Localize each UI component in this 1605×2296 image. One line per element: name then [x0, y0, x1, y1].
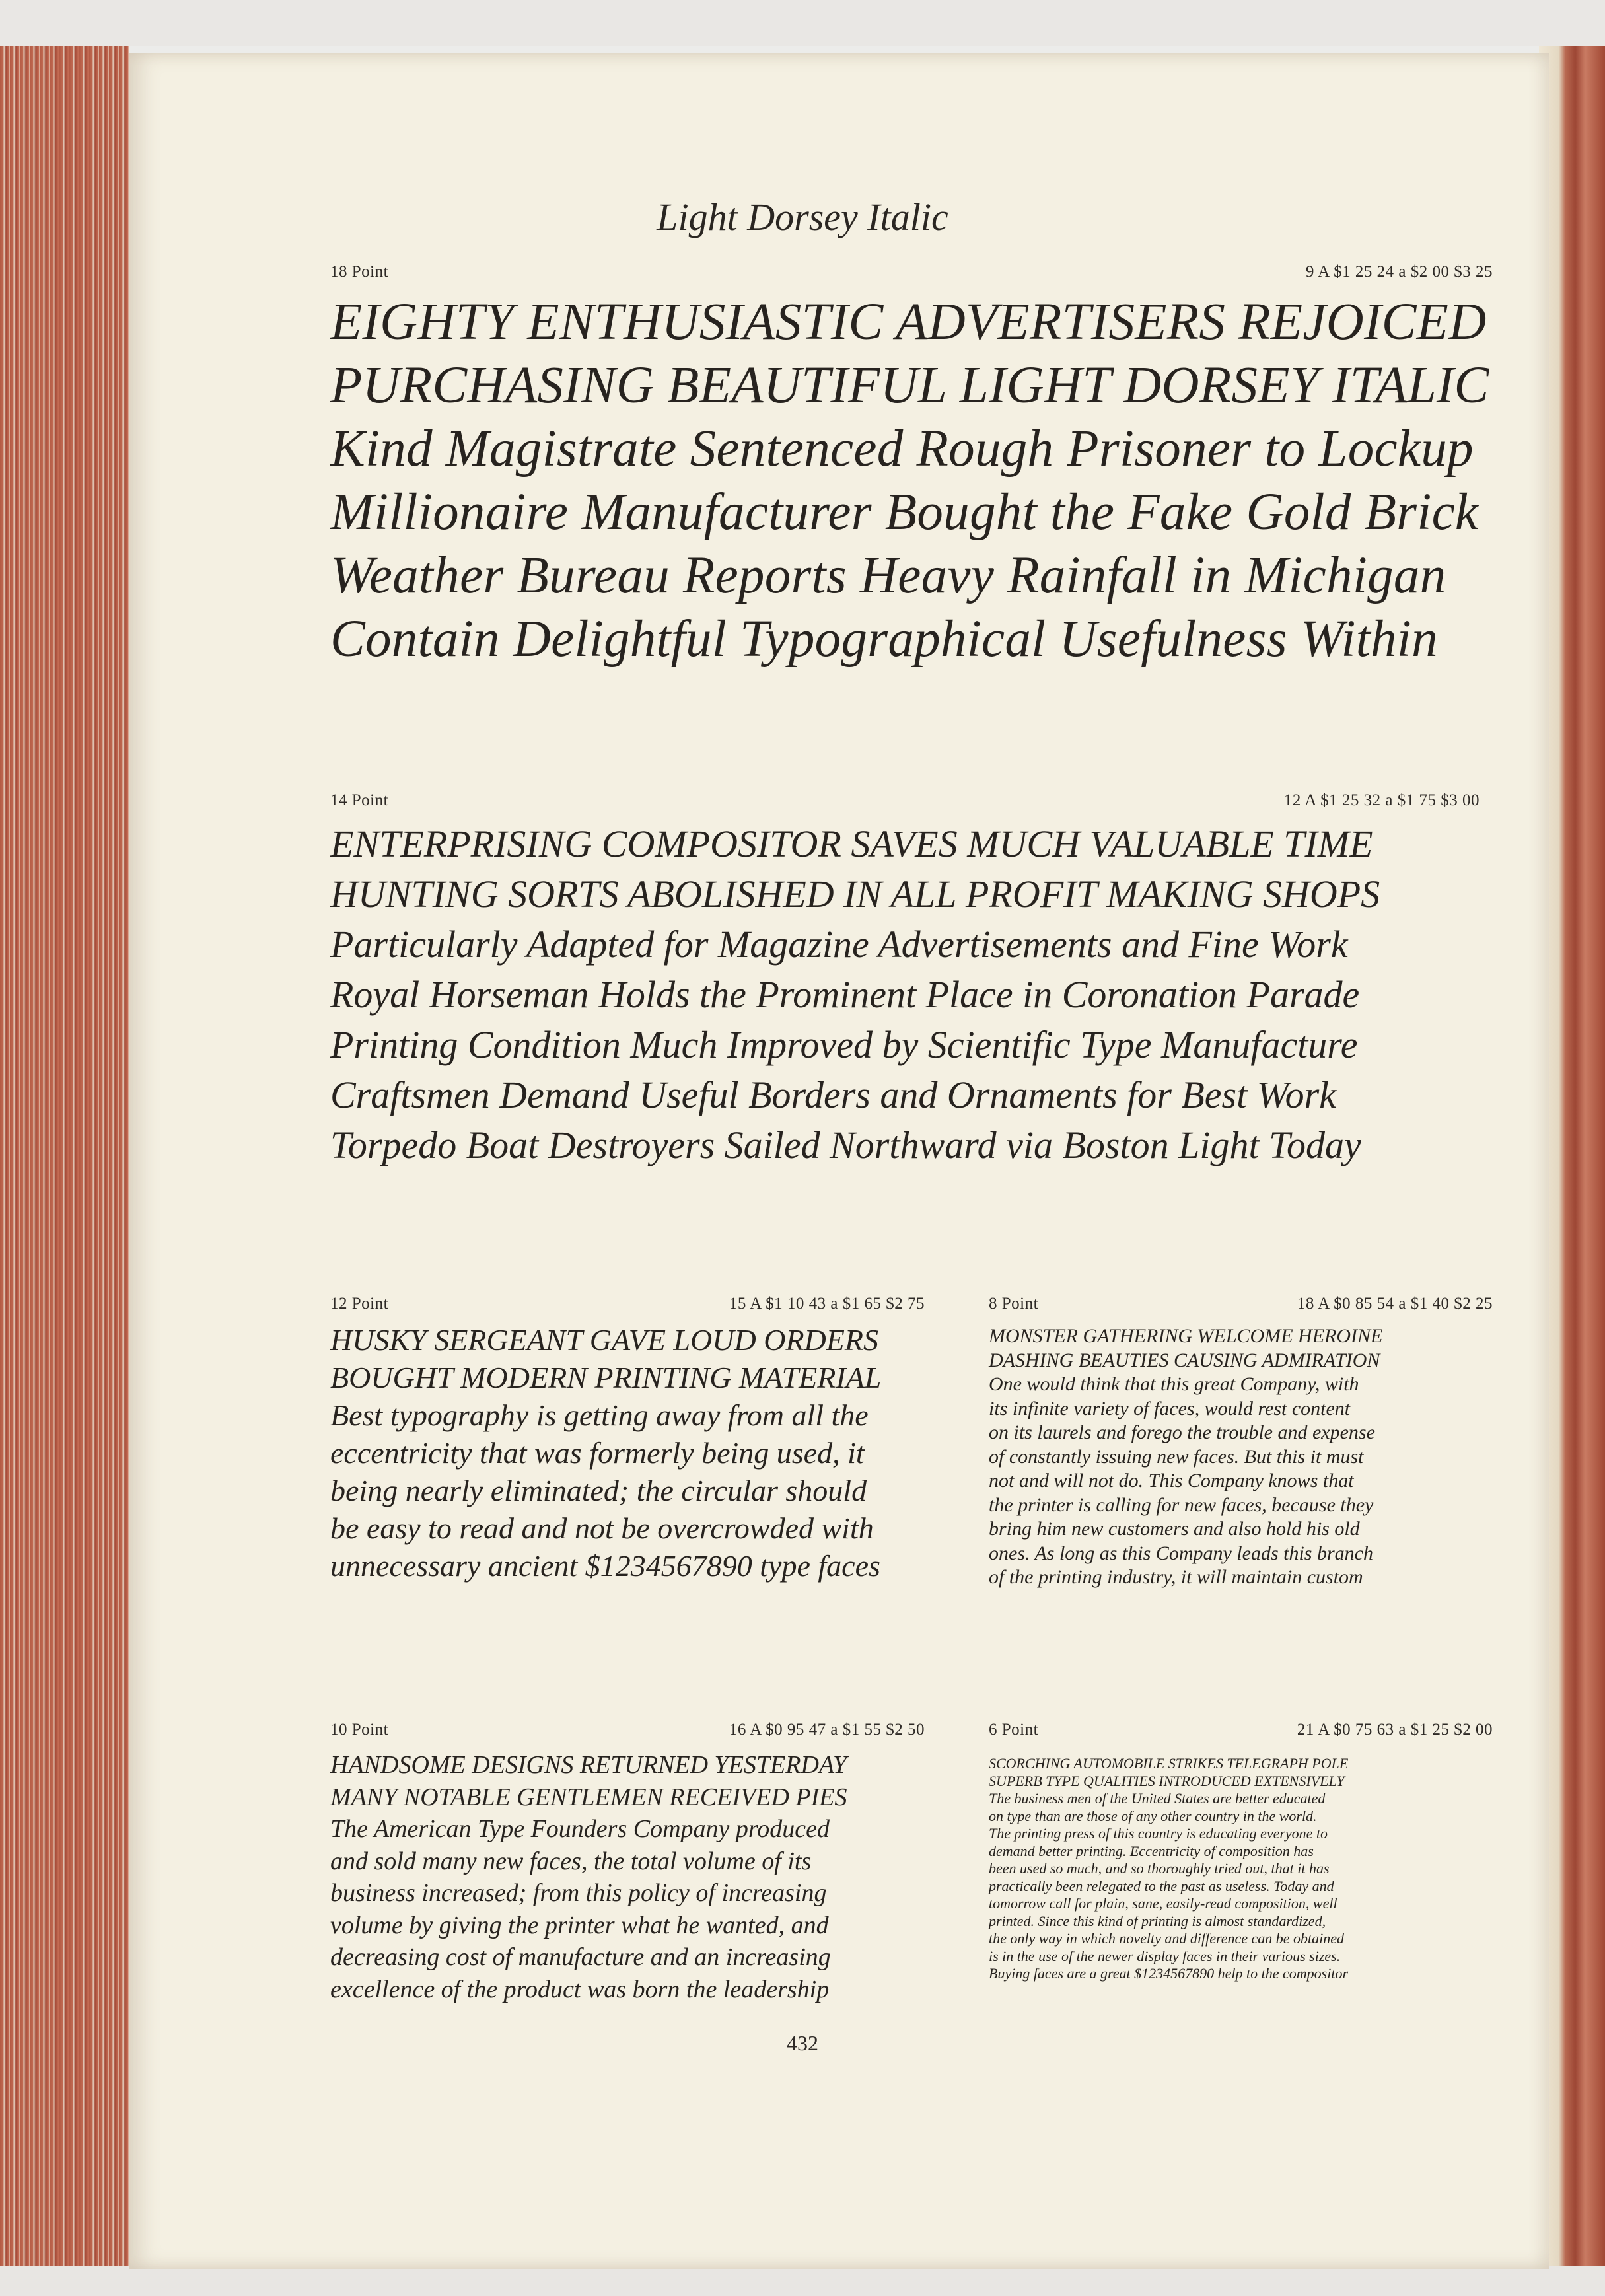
book-cover-bottom [0, 2266, 1605, 2296]
specimen-line: DASHING BEAUTIES CAUSING ADMIRATION [989, 1349, 1380, 1371]
specimen-line: the only way in which novelty and difference can be obtained [989, 1930, 1345, 1947]
specimen-6pt [989, 1755, 1348, 1983]
specimen-line: and sold many new faces, the total volume of its [330, 1847, 812, 1875]
specimen-line: Weather Bureau Reports Heavy Rainfall in Michigan [330, 547, 1446, 604]
specimen-line: Craftsmen Demand Useful Borders and Ornaments for Best Work [330, 1073, 1336, 1116]
specimen-line: The American Type Founders Company produced [330, 1815, 830, 1843]
specimen-line: Printing Condition Much Improved by Scientific Type Manufacture [330, 1023, 1358, 1066]
specimen-line: One would think that this great Company, with [989, 1373, 1359, 1395]
specimen-14pt [330, 819, 1380, 1170]
specimen-line: Best typography is getting away from all the [330, 1398, 869, 1432]
price-line-8pt: 18 A $0 85 54 a $1 40 $2 25 [1297, 1295, 1493, 1312]
specimen-line: Particularly Adapted for Magazine Advertisements and Fine Work [330, 923, 1348, 966]
specimen-line: HANDSOME DESIGNS RETURNED YESTERDAY [330, 1751, 847, 1779]
size-label-8pt: 8 Point [989, 1295, 1039, 1312]
price-line-14pt: 12 A $1 25 32 a $1 75 $3 00 [1283, 791, 1480, 809]
specimen-line: of the printing industry, it will maintain custom [989, 1566, 1363, 1588]
specimen-line: of constantly issuing new faces. But this it must [989, 1445, 1364, 1468]
size-label-6pt: 6 Point [989, 1721, 1039, 1739]
book-cover-top [0, 0, 1605, 46]
specimen-line: the printer is calling for new faces, because they [989, 1493, 1374, 1516]
specimen-line: printed. Since this kind of printing is almost standardized, [989, 1912, 1326, 1929]
specimen-line: is in the use of the newer display faces in their various sizes. [989, 1947, 1341, 1964]
specimen-line: MANY NOTABLE GENTLEMEN RECEIVED PIES [330, 1783, 847, 1811]
size-label-12pt: 12 Point [330, 1295, 389, 1312]
price-line-10pt: 16 A $0 95 47 a $1 55 $2 50 [729, 1721, 925, 1739]
specimen-line: The printing press of this country is educating everyone to [989, 1825, 1328, 1842]
specimen-line: been used so much, and so thoroughly tried out, that it has [989, 1860, 1330, 1877]
specimen-line: SUPERB TYPE QUALITIES INTRODUCED EXTENSIVELY [989, 1772, 1345, 1789]
page-number: 432 [787, 2031, 818, 2055]
specimen-line: eccentricity that was formerly being used, it [330, 1436, 865, 1470]
specimen-line: demand better printing. Eccentricity of composition has [989, 1842, 1314, 1859]
price-line-6pt: 21 A $0 75 63 a $1 25 $2 00 [1297, 1721, 1493, 1739]
specimen-line: Contain Delightful Typographical Usefulness Within [330, 610, 1438, 668]
specimen-line: business increased; from this policy of increasing [330, 1879, 827, 1907]
specimen-line: ENTERPRISING COMPOSITOR SAVES MUCH VALUABLE TIME [330, 822, 1373, 865]
specimen-line: on type than are those of any other country in the world. [989, 1807, 1317, 1824]
specimen-line: SCORCHING AUTOMOBILE STRIKES TELEGRAPH POLE [989, 1755, 1349, 1772]
specimen-line: PURCHASING BEAUTIFUL LIGHT DORSEY ITALIC [330, 357, 1489, 414]
specimen-line: its infinite variety of faces, would rest content [989, 1397, 1351, 1419]
specimen-line: BOUGHT MODERN PRINTING MATERIAL [330, 1361, 882, 1394]
specimen-8pt [989, 1324, 1382, 1590]
specimen-12pt [330, 1321, 881, 1585]
specimen-line: bring him new customers and also hold his old [989, 1518, 1360, 1540]
size-label-18pt: 18 Point [330, 263, 389, 281]
size-label-14pt: 14 Point [330, 791, 389, 809]
specimen-line: HUNTING SORTS ABOLISHED IN ALL PROFIT MAKING SHOPS [330, 873, 1380, 915]
specimen-line: HUSKY SERGEANT GAVE LOUD ORDERS [330, 1323, 878, 1357]
specimen-line: EIGHTY ENTHUSIASTIC ADVERTISERS REJOICED [330, 293, 1487, 351]
specimen-line: unnecessary ancient $1234567890 type faces [330, 1549, 880, 1583]
specimen-line: Torpedo Boat Destroyers Sailed Northward via Boston Light Today [330, 1124, 1361, 1166]
specimen-line: on its laurels and forego the trouble and expense [989, 1421, 1375, 1443]
specimen-line: Royal Horseman Holds the Prominent Place in Coronation Parade [330, 973, 1360, 1016]
specimen-line: being nearly eliminated; the circular should [330, 1474, 867, 1507]
specimen-line: Millionaire Manufacturer Bought the Fake Gold Brick [330, 484, 1479, 541]
specimen-line: be easy to read and not be overcrowded with [330, 1511, 874, 1545]
specimen-line: ones. As long as this Company leads this branch [989, 1542, 1373, 1564]
specimen-18pt [330, 291, 1489, 671]
specimen-10pt [330, 1749, 847, 2005]
specimen-line: practically been relegated to the past as useless. Today and [989, 1877, 1334, 1894]
price-line-18pt: 9 A $1 25 24 a $2 00 $3 25 [1305, 263, 1493, 281]
specimen-line: The business men of the United States are better educated [989, 1790, 1326, 1807]
size-label-10pt: 10 Point [330, 1721, 389, 1739]
specimen-line: decreasing cost of manufacture and an increasing [330, 1943, 831, 1971]
specimen-line: MONSTER GATHERING WELCOME HEROINE [989, 1325, 1383, 1347]
specimen-line: Buying faces are a great $1234567890 help to the compositor [989, 1965, 1349, 1982]
specimen-line: excellence of the product was born the leadership [330, 1975, 830, 2003]
price-line-12pt: 15 A $1 10 43 a $1 65 $2 75 [729, 1295, 925, 1312]
specimen-line: not and will not do. This Company knows that [989, 1470, 1354, 1491]
page-title: Light Dorsey Italic [657, 196, 948, 238]
book-page-edges-right [1539, 46, 1605, 2272]
specimen-line: Kind Magistrate Sentenced Rough Prisoner to Lockup [330, 420, 1474, 478]
specimen-line: tomorrow call for plain, sane, easily-read composition, well [989, 1895, 1338, 1912]
book-page-edges-left [0, 46, 129, 2272]
specimen-line: volume by giving the printer what he wanted, and [330, 1911, 829, 1939]
